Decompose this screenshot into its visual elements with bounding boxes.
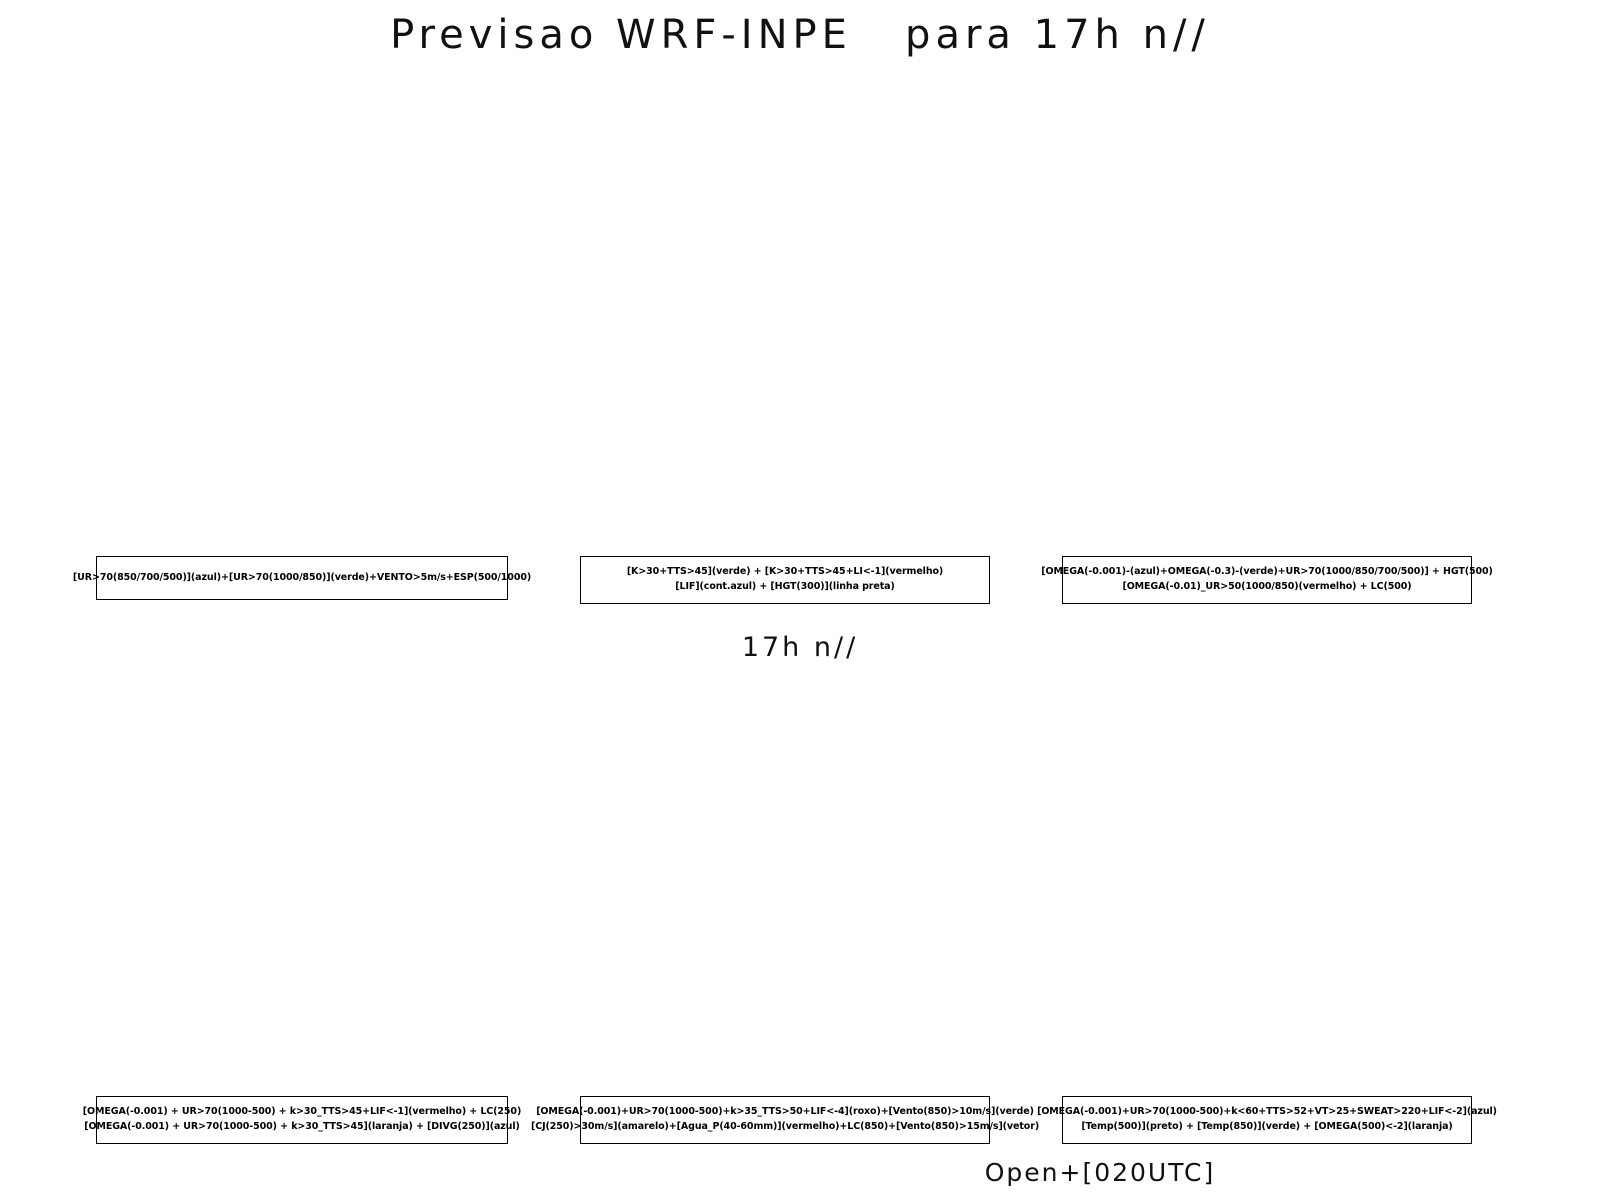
middle-time-label: 17h n// [741,632,859,663]
legend-line: [LIF](cont.azul) + [HGT(300)](linha preta) [675,581,895,592]
legend-box-top-center [580,556,990,604]
legend-line: [OMEGA(-0.001) + UR>70(1000-500) + k>30_TTS>45](laranja) + [DIVG(250)](azul) [84,1121,520,1132]
legend-box-top-right [1041,556,1493,604]
legend-line: [Temp(500)](preto) + [Temp(850)](verde) + [OMEGA(500)<-2](laranja) [1081,1121,1453,1132]
legend-line: [UR>70(850/700/500)](azul)+[UR>70(1000/850)](verde)+VENTO>5m/s+ESP(500/1000) [72,571,532,583]
legend-box-bottom-right [1037,1096,1497,1144]
legend-box-bottom-left [82,1096,522,1144]
footer-label: Open+[020UTC] [984,1158,1216,1187]
legend-line: [OMEGA(-0.001)+UR>70(1000-500)+k>35_TTS>50+LIF<-4](roxo)+[Vento(850)>10m/s](verde) [536,1106,1034,1118]
legend-line: [OMEGA(-0.001) + UR>70(1000-500) + k>30_TTS>45+LIF<-1](vermelho) + LC(250) [82,1106,522,1118]
legend-line: [OMEGA(-0.001)+UR>70(1000-500)+k<60+TTS>52+VT>25+SWEAT>220+LIF<-2](azul) [1037,1106,1497,1118]
legend-box-top-left [72,556,532,600]
legend-line: [CJ(250)>30m/s](amarelo)+[Agua_P(40-60mm)](vermelho)+LC(850)+[Vento(850)>15m/s](vetor) [530,1121,1040,1132]
legend-line: [OMEGA(-0.01)_UR>50(1000/850)(vermelho) + LC(500) [1122,581,1412,592]
legend-line: [K>30+TTS>45](verde) + [K>30+TTS>45+LI<-1](vermelho) [626,566,944,578]
legend-box-bottom-center [530,1096,1040,1144]
legend-line: [OMEGA(-0.001)-(azul)+OMEGA(-0.3)-(verde)+UR>70(1000/850/700/500)] + HGT(500) [1041,566,1493,578]
page-title: Previsao WRF-INPE para 17h n// [390,12,1210,58]
